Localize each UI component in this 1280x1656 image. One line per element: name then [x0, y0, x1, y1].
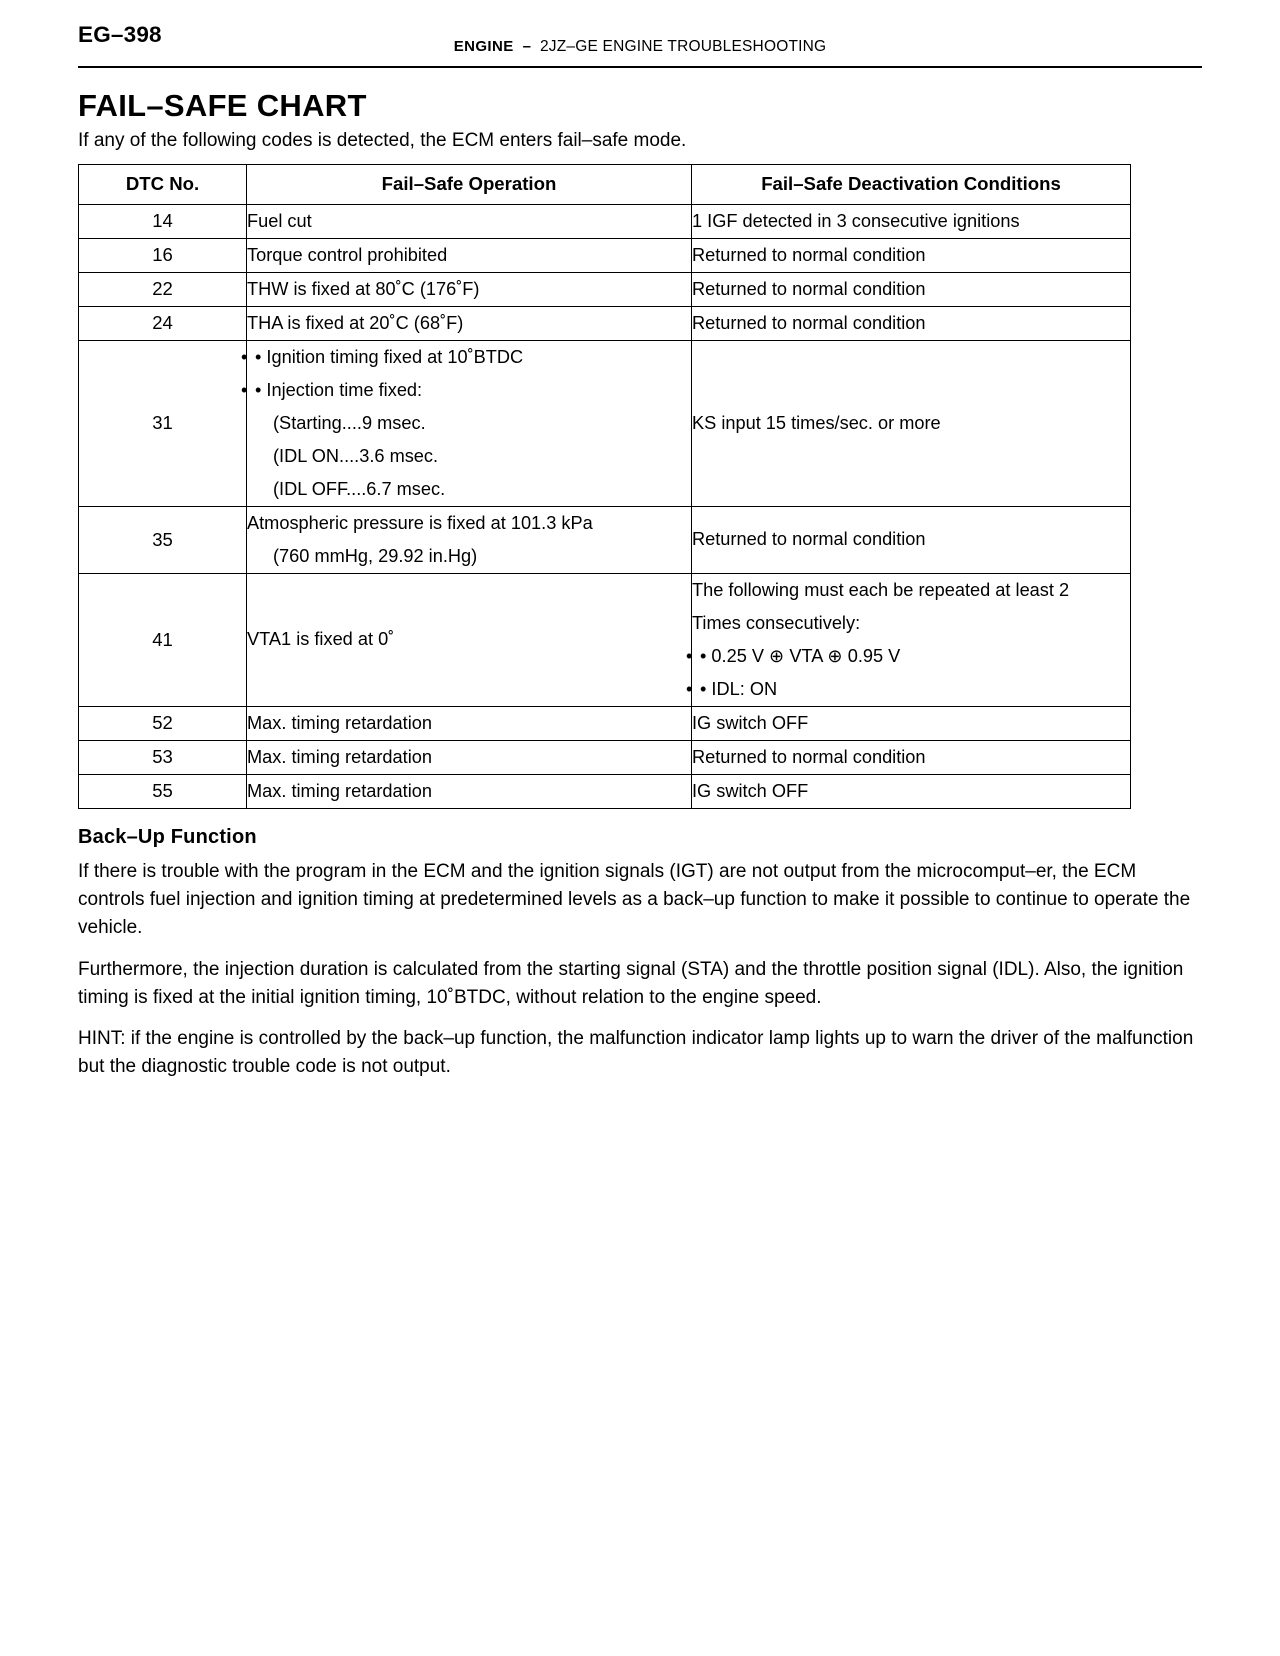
cell-dtc-number: 52	[79, 706, 247, 740]
table-row	[79, 272, 1131, 306]
cell-dtc-number: 41	[79, 573, 247, 706]
bullet-line: • • Injection time fixed:	[247, 374, 691, 407]
cell-condition: IG switch OFF	[692, 706, 1131, 740]
cell-dtc-number: 14	[79, 204, 247, 238]
detail-line: (IDL ON....3.6 msec.	[273, 445, 439, 466]
running-head-dash: –	[522, 38, 531, 55]
cell-condition: Returned to normal condition	[692, 238, 1131, 272]
cell-condition: KS input 15 times/sec. or more	[692, 340, 1131, 506]
backup-function-heading: Back–Up Function	[78, 825, 257, 848]
header-rule	[78, 66, 1202, 68]
cell-condition: IG switch OFF	[692, 774, 1131, 808]
column-header-dtc: DTC No.	[79, 164, 247, 204]
cell-operation: THW is fixed at 80˚C (176˚F)	[247, 272, 692, 306]
column-header-operation: Fail–Safe Operation	[247, 164, 692, 204]
cell-dtc-number: 55	[79, 774, 247, 808]
intro-text: If any of the following codes is detected, the ECM enters fail–safe mode.	[78, 130, 687, 152]
table-row	[79, 340, 1131, 506]
cell-operation	[247, 506, 692, 573]
cell-dtc-number: 22	[79, 272, 247, 306]
bullet-line: • • Ignition timing fixed at 10˚BTDC	[247, 341, 691, 374]
cell-condition	[692, 573, 1131, 706]
table-row	[79, 204, 1131, 238]
table-header-row	[79, 164, 1131, 204]
table-row	[79, 706, 1131, 740]
detail-line: (Starting....9 msec.	[273, 412, 426, 433]
table-row	[79, 506, 1131, 573]
cell-dtc-number: 53	[79, 740, 247, 774]
cell-condition: Returned to normal condition	[692, 306, 1131, 340]
table-row	[79, 740, 1131, 774]
text-line: Times consecutively:	[692, 612, 861, 633]
cell-operation: Max. timing retardation	[247, 706, 692, 740]
cell-operation: THA is fixed at 20˚C (68˚F)	[247, 306, 692, 340]
column-header-conditions: Fail–Safe Deactivation Conditions	[692, 164, 1131, 204]
running-head	[78, 38, 1202, 56]
detail-line: (760 mmHg, 29.92 in.Hg)	[273, 545, 478, 566]
cell-dtc-number: 24	[79, 306, 247, 340]
cell-dtc-number: 35	[79, 506, 247, 573]
table-row	[79, 774, 1131, 808]
page-header	[78, 0, 1202, 62]
text-line: The following must each be repeated at least 2	[692, 579, 1070, 600]
text-line: Atmospheric pressure is fixed at 101.3 kPa	[247, 512, 593, 533]
bullet-line: • • IDL: ON	[692, 673, 1130, 706]
cell-operation: Max. timing retardation	[247, 740, 692, 774]
table-body	[79, 204, 1131, 808]
table-row	[79, 306, 1131, 340]
table-row	[79, 573, 1131, 706]
backup-paragraph-2: Furthermore, the injection duration is calculated from the starting signal (STA) and the throttle position signal (IDL). Also, the ignition timing is fixed at the initial ignition timing, 10˚BTDC, without relation to the engine speed.	[78, 958, 1184, 1008]
cell-condition: Returned to normal condition	[692, 272, 1131, 306]
bullet-line: • • 0.25 V ⊕ VTA ⊕ 0.95 V	[692, 640, 1130, 673]
running-head-section: ENGINE	[453, 38, 514, 55]
fail-safe-table	[78, 164, 1131, 809]
table-row	[79, 238, 1131, 272]
page-content	[78, 89, 1202, 1081]
cell-condition: Returned to normal condition	[692, 740, 1131, 774]
page-title: FAIL–SAFE CHART	[78, 88, 367, 123]
detail-line: (IDL OFF....6.7 msec.	[273, 478, 446, 499]
cell-operation: Torque control prohibited	[247, 238, 692, 272]
backup-paragraph-1: If there is trouble with the program in the ECM and the ignition signals (IGT) are not output from the microcomput–er, the ECM controls fuel injection and ignition timing at predetermined levels as a back–up function to make it possible to continue to operate the vehicle.	[78, 860, 1191, 938]
cell-operation: Max. timing retardation	[247, 774, 692, 808]
cell-operation: Fuel cut	[247, 204, 692, 238]
running-head-title: 2JZ–GE ENGINE TROUBLESHOOTING	[539, 38, 827, 55]
cell-condition: 1 IGF detected in 3 consecutive ignitions	[692, 204, 1131, 238]
cell-operation	[247, 340, 692, 506]
cell-dtc-number: 16	[79, 238, 247, 272]
cell-operation: VTA1 is fixed at 0˚	[247, 573, 692, 706]
page-number-code: EG–398	[78, 22, 162, 47]
cell-condition: Returned to normal condition	[692, 506, 1131, 573]
cell-dtc-number: 31	[79, 340, 247, 506]
backup-paragraph-3: HINT: if the engine is controlled by the back–up function, the malfunction indicator lamp lights up to warn the driver of the malfunction but the diagnostic trouble code is not output.	[78, 1028, 1194, 1078]
